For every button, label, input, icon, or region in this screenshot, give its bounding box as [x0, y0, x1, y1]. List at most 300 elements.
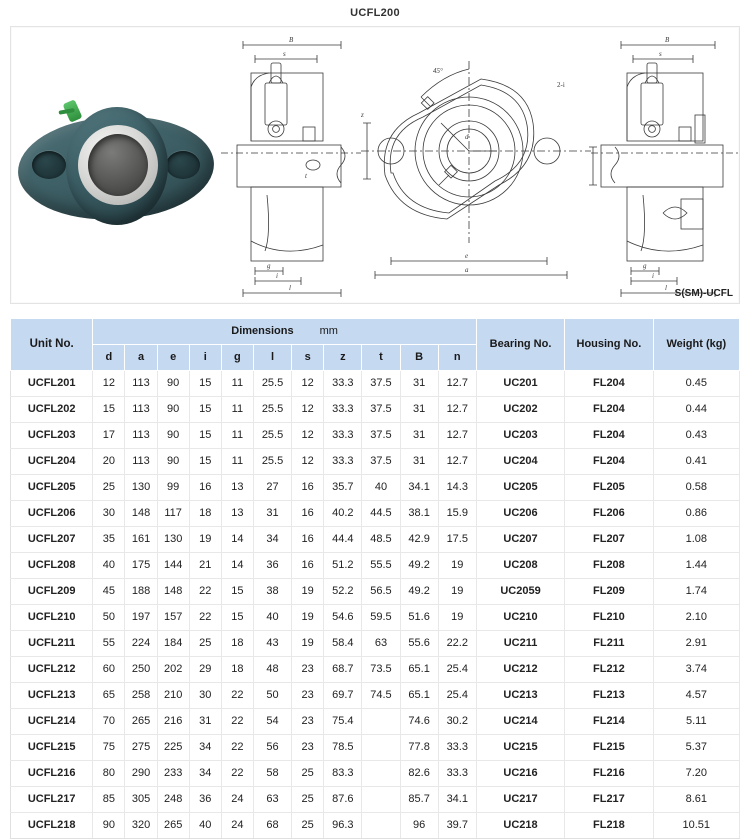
cell-dim-B: 31 [400, 371, 438, 397]
cell-dim-e: 216 [157, 709, 189, 735]
cell-dim-i: 19 [189, 527, 221, 553]
cell-dim-e: 184 [157, 631, 189, 657]
cell-dim-l: 54 [253, 709, 291, 735]
cell-dim-i: 18 [189, 501, 221, 527]
cell-housing-no: FL209 [565, 579, 653, 605]
cell-dim-n: 33.3 [438, 761, 476, 787]
cell-housing-no: FL204 [565, 423, 653, 449]
cell-dim-d: 50 [93, 605, 125, 631]
header-dim-g: g [221, 345, 253, 371]
cell-dim-i: 22 [189, 579, 221, 605]
cell-dim-d: 55 [93, 631, 125, 657]
cell-dim-z: 87.6 [324, 787, 362, 813]
spec-table-head [11, 319, 740, 371]
bolt-hole-right [166, 151, 200, 179]
cell-dim-a: 250 [125, 657, 157, 683]
cell-dim-B: 82.6 [400, 761, 438, 787]
cell-dim-i: 29 [189, 657, 221, 683]
table-row[interactable] [11, 813, 740, 839]
cell-dim-e: 90 [157, 449, 189, 475]
cell-dim-g: 14 [221, 527, 253, 553]
cell-dim-a: 130 [125, 475, 157, 501]
header-dimensions-label: Dimensions [231, 325, 294, 337]
cell-dim-g: 13 [221, 475, 253, 501]
cell-dim-B: 31 [400, 449, 438, 475]
cell-weight: 1.08 [653, 527, 739, 553]
svg-text:s: s [659, 50, 662, 58]
cell-unit-no: UCFL214 [11, 709, 93, 735]
cell-bearing-no: UC210 [476, 605, 564, 631]
cell-dim-z: 78.5 [324, 735, 362, 761]
section-shaft-svg [591, 27, 739, 303]
svg-text:B: B [665, 36, 670, 44]
table-row[interactable] [11, 553, 740, 579]
svg-text:s: s [283, 50, 286, 58]
cell-housing-no: FL208 [565, 553, 653, 579]
table-row[interactable] [11, 657, 740, 683]
drawing-caption: S(SM)-UCFL [674, 288, 733, 299]
grease-nipple-icon [62, 99, 82, 123]
cell-dim-a: 113 [125, 423, 157, 449]
cell-dim-a: 197 [125, 605, 157, 631]
cell-dim-g: 22 [221, 709, 253, 735]
cell-dim-a: 188 [125, 579, 157, 605]
page-title: UCFL200 [350, 7, 400, 19]
cell-bearing-no: UC201 [476, 371, 564, 397]
cell-bearing-no: UC218 [476, 813, 564, 839]
cell-dim-d: 75 [93, 735, 125, 761]
spec-table-wrap [10, 318, 740, 839]
cell-dim-a: 265 [125, 709, 157, 735]
cell-dim-s: 23 [292, 683, 324, 709]
cell-dim-e: 90 [157, 423, 189, 449]
cell-bearing-no: UC215 [476, 735, 564, 761]
cell-dim-a: 275 [125, 735, 157, 761]
cell-dim-l: 31 [253, 501, 291, 527]
svg-text:z: z [361, 111, 364, 119]
cell-dim-i: 34 [189, 735, 221, 761]
cell-dim-t: 40 [362, 475, 400, 501]
cell-dim-a: 175 [125, 553, 157, 579]
cell-bearing-no: UC2059 [476, 579, 564, 605]
cell-dim-B: 77.8 [400, 735, 438, 761]
cell-dim-g: 24 [221, 813, 253, 839]
cell-dim-t [362, 787, 400, 813]
spec-table-body [11, 371, 740, 839]
cell-dim-z: 44.4 [324, 527, 362, 553]
cell-dim-n: 15.9 [438, 501, 476, 527]
cell-weight: 0.43 [653, 423, 739, 449]
cell-dim-z: 75.4 [324, 709, 362, 735]
cell-dim-n: 14.3 [438, 475, 476, 501]
cell-dim-i: 34 [189, 761, 221, 787]
cell-dim-i: 31 [189, 709, 221, 735]
cell-weight: 7.20 [653, 761, 739, 787]
cell-unit-no: UCFL208 [11, 553, 93, 579]
cell-dim-g: 18 [221, 631, 253, 657]
cell-unit-no: UCFL215 [11, 735, 93, 761]
cell-weight: 0.41 [653, 449, 739, 475]
cell-dim-e: 233 [157, 761, 189, 787]
cell-weight: 10.51 [653, 813, 739, 839]
cell-dim-a: 161 [125, 527, 157, 553]
cell-weight: 0.45 [653, 371, 739, 397]
cell-dim-s: 12 [292, 371, 324, 397]
cell-dim-n: 17.5 [438, 527, 476, 553]
cell-dim-d: 70 [93, 709, 125, 735]
svg-text:i: i [276, 272, 278, 280]
cell-dim-e: 90 [157, 397, 189, 423]
cell-unit-no: UCFL204 [11, 449, 93, 475]
cell-dim-n: 30.2 [438, 709, 476, 735]
cell-unit-no: UCFL201 [11, 371, 93, 397]
cell-dim-n: 19 [438, 605, 476, 631]
cell-dim-d: 20 [93, 449, 125, 475]
cell-weight: 4.57 [653, 683, 739, 709]
cell-housing-no: FL215 [565, 735, 653, 761]
cell-dim-d: 12 [93, 371, 125, 397]
cell-dim-B: 38.1 [400, 501, 438, 527]
cell-dim-g: 11 [221, 397, 253, 423]
cell-dim-z: 33.3 [324, 397, 362, 423]
table-row[interactable] [11, 787, 740, 813]
table-row[interactable] [11, 371, 740, 397]
header-dimensions-unit: mm [319, 325, 338, 337]
cell-dim-d: 17 [93, 423, 125, 449]
cell-unit-no: UCFL218 [11, 813, 93, 839]
cell-dim-l: 68 [253, 813, 291, 839]
cell-housing-no: FL204 [565, 371, 653, 397]
side-section-svg [221, 27, 361, 303]
cell-bearing-no: UC211 [476, 631, 564, 657]
cell-unit-no: UCFL217 [11, 787, 93, 813]
cell-dim-l: 56 [253, 735, 291, 761]
svg-text:g: g [267, 262, 271, 270]
cell-dim-t: 56.5 [362, 579, 400, 605]
cell-dim-a: 258 [125, 683, 157, 709]
cell-dim-g: 13 [221, 501, 253, 527]
table-row[interactable] [11, 579, 740, 605]
hole-annotation: 2-i [557, 81, 565, 89]
svg-text:i: i [652, 272, 654, 280]
cell-weight: 0.44 [653, 397, 739, 423]
cell-unit-no: UCFL207 [11, 527, 93, 553]
cell-dim-g: 14 [221, 553, 253, 579]
cell-weight: 2.10 [653, 605, 739, 631]
cell-dim-n: 12.7 [438, 423, 476, 449]
front-elevation-drawing [361, 27, 591, 303]
table-row[interactable] [11, 475, 740, 501]
cell-dim-B: 31 [400, 397, 438, 423]
cell-unit-no: UCFL210 [11, 605, 93, 631]
cell-dim-s: 23 [292, 709, 324, 735]
spec-table [10, 318, 740, 839]
cell-dim-d: 25 [93, 475, 125, 501]
cell-dim-e: 265 [157, 813, 189, 839]
cell-dim-z: 96.3 [324, 813, 362, 839]
cell-housing-no: FL204 [565, 397, 653, 423]
cell-bearing-no: UC207 [476, 527, 564, 553]
cell-weight: 0.86 [653, 501, 739, 527]
cell-dim-g: 22 [221, 735, 253, 761]
table-row[interactable] [11, 423, 740, 449]
cell-dim-n: 39.7 [438, 813, 476, 839]
cell-housing-no: FL211 [565, 631, 653, 657]
cell-dim-t [362, 813, 400, 839]
cell-dim-d: 45 [93, 579, 125, 605]
cell-dim-a: 113 [125, 449, 157, 475]
cell-unit-no: UCFL202 [11, 397, 93, 423]
cell-housing-no: FL216 [565, 761, 653, 787]
cell-bearing-no: UC212 [476, 657, 564, 683]
cell-dim-z: 52.2 [324, 579, 362, 605]
cell-bearing-no: UC203 [476, 423, 564, 449]
cell-dim-g: 18 [221, 657, 253, 683]
cell-dim-g: 11 [221, 423, 253, 449]
section-with-shaft-drawing [591, 27, 739, 303]
cell-dim-l: 34 [253, 527, 291, 553]
cell-dim-d: 90 [93, 813, 125, 839]
header-dim-i: i [189, 345, 221, 371]
cell-housing-no: FL212 [565, 657, 653, 683]
cell-dim-a: 320 [125, 813, 157, 839]
cell-housing-no: FL206 [565, 501, 653, 527]
cell-weight: 5.37 [653, 735, 739, 761]
cell-dim-s: 19 [292, 605, 324, 631]
cell-bearing-no: UC204 [476, 449, 564, 475]
cell-dim-e: 248 [157, 787, 189, 813]
svg-text:B: B [289, 36, 294, 44]
cell-dim-B: 49.2 [400, 579, 438, 605]
table-row[interactable] [11, 527, 740, 553]
cell-bearing-no: UC208 [476, 553, 564, 579]
cell-dim-n: 22.2 [438, 631, 476, 657]
cell-dim-n: 12.7 [438, 371, 476, 397]
cell-dim-i: 15 [189, 371, 221, 397]
cell-dim-i: 25 [189, 631, 221, 657]
cell-unit-no: UCFL212 [11, 657, 93, 683]
cell-dim-z: 51.2 [324, 553, 362, 579]
cell-dim-t [362, 735, 400, 761]
cell-dim-B: 34.1 [400, 475, 438, 501]
cell-dim-g: 24 [221, 787, 253, 813]
cell-dim-s: 23 [292, 735, 324, 761]
cell-dim-n: 25.4 [438, 683, 476, 709]
cell-bearing-no: UC205 [476, 475, 564, 501]
cell-dim-e: 117 [157, 501, 189, 527]
cell-dim-i: 15 [189, 397, 221, 423]
bearing-unit-illustration [18, 105, 214, 231]
header-dim-d: d [93, 345, 125, 371]
cell-dim-a: 290 [125, 761, 157, 787]
svg-text:d: d [465, 133, 469, 141]
svg-text:t: t [305, 172, 307, 180]
cell-dim-t: 55.5 [362, 553, 400, 579]
cell-dim-l: 36 [253, 553, 291, 579]
header-bearing-no: Bearing No. [476, 319, 564, 371]
svg-text:45°: 45° [433, 67, 443, 75]
header-dim-e: e [157, 345, 189, 371]
table-row[interactable] [11, 761, 740, 787]
header-dim-l: l [253, 345, 291, 371]
cell-dim-l: 25.5 [253, 449, 291, 475]
cell-weight: 0.58 [653, 475, 739, 501]
header-dim-s: s [292, 345, 324, 371]
cell-dim-t: 37.5 [362, 397, 400, 423]
shaft-bore [88, 134, 148, 196]
cell-dim-z: 68.7 [324, 657, 362, 683]
cell-dim-t: 73.5 [362, 657, 400, 683]
svg-text:e: e [465, 252, 469, 260]
cell-dim-n: 19 [438, 553, 476, 579]
cell-dim-s: 16 [292, 527, 324, 553]
table-row[interactable] [11, 735, 740, 761]
cell-dim-B: 85.7 [400, 787, 438, 813]
table-row[interactable] [11, 631, 740, 657]
cell-dim-t: 63 [362, 631, 400, 657]
cell-dim-z: 69.7 [324, 683, 362, 709]
cell-dim-z: 40.2 [324, 501, 362, 527]
cell-dim-l: 43 [253, 631, 291, 657]
cell-dim-t: 37.5 [362, 449, 400, 475]
cell-dim-n: 12.7 [438, 449, 476, 475]
cell-dim-z: 33.3 [324, 423, 362, 449]
cell-dim-z: 54.6 [324, 605, 362, 631]
cell-weight: 1.44 [653, 553, 739, 579]
cell-dim-e: 225 [157, 735, 189, 761]
cell-bearing-no: UC216 [476, 761, 564, 787]
table-row[interactable] [11, 605, 740, 631]
cell-dim-d: 30 [93, 501, 125, 527]
cell-housing-no: FL213 [565, 683, 653, 709]
cell-dim-s: 25 [292, 761, 324, 787]
cell-dim-t: 37.5 [362, 371, 400, 397]
cell-dim-z: 58.4 [324, 631, 362, 657]
cell-dim-B: 51.6 [400, 605, 438, 631]
cell-dim-e: 157 [157, 605, 189, 631]
cell-dim-i: 22 [189, 605, 221, 631]
cell-dim-e: 90 [157, 371, 189, 397]
page-title-bar [0, 0, 750, 26]
cell-unit-no: UCFL203 [11, 423, 93, 449]
cell-unit-no: UCFL206 [11, 501, 93, 527]
header-dim-t: t [362, 345, 400, 371]
cell-dim-l: 27 [253, 475, 291, 501]
cell-dim-B: 65.1 [400, 683, 438, 709]
cell-dim-s: 25 [292, 813, 324, 839]
product-photo [11, 27, 221, 303]
cell-dim-t: 44.5 [362, 501, 400, 527]
cell-dim-B: 49.2 [400, 553, 438, 579]
svg-text:l: l [289, 284, 291, 292]
cell-dim-B: 74.6 [400, 709, 438, 735]
cell-dim-a: 148 [125, 501, 157, 527]
cell-dim-i: 40 [189, 813, 221, 839]
header-dim-B: B [400, 345, 438, 371]
cell-dim-e: 202 [157, 657, 189, 683]
cell-bearing-no: UC202 [476, 397, 564, 423]
cell-dim-s: 16 [292, 475, 324, 501]
cell-dim-B: 42.9 [400, 527, 438, 553]
cell-dim-d: 60 [93, 657, 125, 683]
cell-dim-g: 11 [221, 371, 253, 397]
table-row[interactable] [11, 449, 740, 475]
cell-dim-l: 40 [253, 605, 291, 631]
cell-dim-g: 15 [221, 605, 253, 631]
cell-dim-g: 11 [221, 449, 253, 475]
cell-dim-z: 33.3 [324, 371, 362, 397]
header-dim-z: z [324, 345, 362, 371]
cell-dim-s: 19 [292, 579, 324, 605]
cell-unit-no: UCFL205 [11, 475, 93, 501]
cell-dim-l: 25.5 [253, 397, 291, 423]
header-weight: Weight (kg) [653, 319, 739, 371]
table-row[interactable] [11, 501, 740, 527]
bolt-hole-left [32, 151, 66, 179]
cell-unit-no: UCFL211 [11, 631, 93, 657]
cell-dim-l: 25.5 [253, 423, 291, 449]
cell-dim-e: 144 [157, 553, 189, 579]
cell-dim-l: 25.5 [253, 371, 291, 397]
cell-dim-g: 22 [221, 761, 253, 787]
cell-bearing-no: UC213 [476, 683, 564, 709]
cell-unit-no: UCFL213 [11, 683, 93, 709]
table-row[interactable] [11, 709, 740, 735]
cell-weight: 1.74 [653, 579, 739, 605]
cell-dim-l: 58 [253, 761, 291, 787]
front-elevation-svg [361, 27, 591, 303]
cell-dim-t [362, 709, 400, 735]
cell-dim-z: 33.3 [324, 449, 362, 475]
cell-dim-d: 65 [93, 683, 125, 709]
table-row[interactable] [11, 397, 740, 423]
cell-bearing-no: UC214 [476, 709, 564, 735]
cell-dim-e: 148 [157, 579, 189, 605]
cell-dim-d: 85 [93, 787, 125, 813]
cell-dim-l: 48 [253, 657, 291, 683]
cell-dim-B: 55.6 [400, 631, 438, 657]
cell-dim-s: 23 [292, 657, 324, 683]
cell-dim-z: 35.7 [324, 475, 362, 501]
cell-dim-d: 40 [93, 553, 125, 579]
cell-weight: 2.91 [653, 631, 739, 657]
cell-dim-a: 113 [125, 397, 157, 423]
cell-dim-s: 12 [292, 449, 324, 475]
cell-dim-B: 65.1 [400, 657, 438, 683]
table-row[interactable] [11, 683, 740, 709]
cell-dim-s: 16 [292, 501, 324, 527]
cell-dim-t: 74.5 [362, 683, 400, 709]
cell-dim-i: 30 [189, 683, 221, 709]
header-unit-no: Unit No. [11, 319, 93, 371]
cell-dim-a: 113 [125, 371, 157, 397]
cell-dim-i: 36 [189, 787, 221, 813]
header-dim-n: n [438, 345, 476, 371]
cell-weight: 3.74 [653, 657, 739, 683]
figure-panel [10, 26, 740, 304]
svg-text:l: l [665, 284, 667, 292]
cell-dim-g: 15 [221, 579, 253, 605]
cell-dim-d: 80 [93, 761, 125, 787]
cell-dim-s: 12 [292, 397, 324, 423]
cell-dim-i: 21 [189, 553, 221, 579]
header-row-group [11, 319, 740, 345]
cell-dim-n: 12.7 [438, 397, 476, 423]
cell-housing-no: FL204 [565, 449, 653, 475]
cell-bearing-no: UC206 [476, 501, 564, 527]
cell-dim-i: 15 [189, 423, 221, 449]
cell-dim-s: 16 [292, 553, 324, 579]
